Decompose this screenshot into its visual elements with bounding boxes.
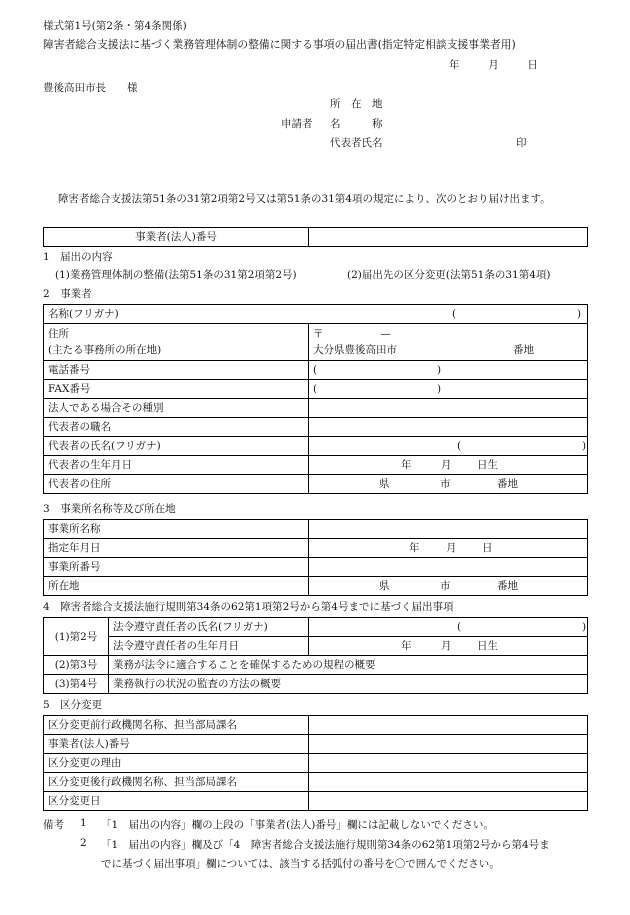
ken-label: 県	[379, 478, 390, 490]
before-agency-label: 区分変更前行政機関名称、担当部局課名	[44, 716, 309, 735]
table-row	[44, 456, 588, 475]
paren-open: (	[452, 308, 457, 320]
table-row	[44, 618, 588, 637]
address-label-line2: (主たる事務所の所在地)	[48, 344, 162, 356]
officer-birth-field[interactable]	[309, 637, 588, 656]
sec3-heading: 3 事業所名称等及び所在地	[43, 503, 176, 515]
sec1-option-1[interactable]: (1)業務管理体制の整備(法第51条の31第2項第2号)	[55, 269, 297, 281]
postal-mark: 〒	[313, 328, 324, 340]
city-prefix: 大分県豊後高田市	[313, 344, 397, 356]
table-row	[44, 558, 588, 577]
note-2-line2: でに基づく届出事項」欄については、該当する括弧付の番号を〇で囲んでください。	[101, 858, 500, 870]
compliance-table	[43, 617, 588, 694]
seal-mark: 印	[516, 137, 527, 149]
banchi-label: 番地	[497, 478, 518, 490]
table-row	[44, 475, 588, 494]
before-agency-field[interactable]	[309, 716, 588, 735]
officer-birth-label: 法令遵守責任者の生年月日	[109, 637, 309, 656]
business-address-label	[44, 324, 309, 361]
reason-label: 区分変更の理由	[44, 754, 309, 773]
reason-field[interactable]	[309, 754, 588, 773]
office-table	[43, 519, 588, 596]
change-corp-number-field[interactable]	[309, 735, 588, 754]
table-row	[44, 380, 588, 399]
business-name-label: 名称(フリガナ)	[48, 308, 119, 320]
rep-title-field[interactable]	[309, 418, 588, 437]
change-date-label: 区分変更日	[44, 792, 309, 811]
rep-title-label: 代表者の職名	[44, 418, 309, 437]
note-2-line1: 「1 届出の内容」欄及び「4 障害者総合支援法施行規則第34条の62第1項第2号から第4号ま	[101, 839, 550, 851]
birth-year: 年	[401, 640, 412, 652]
applicant-name-label: 名 称	[330, 118, 383, 130]
sec2-heading: 2 事業者	[43, 288, 92, 300]
rep-name-field[interactable]	[309, 437, 588, 456]
corp-number-field[interactable]	[309, 228, 588, 247]
business-name-row[interactable]	[44, 305, 588, 324]
rep-birth-label: 代表者の生年月日	[44, 456, 309, 475]
paren-close: )	[582, 621, 587, 633]
birth-day: 日生	[477, 459, 498, 471]
table-row	[44, 716, 588, 735]
banchi-label: 番地	[497, 580, 518, 592]
corp-number-label: 事業者(法人)番号	[44, 228, 309, 247]
notes-label: 備考	[43, 819, 64, 831]
address-label-line1: 住所	[48, 328, 69, 340]
rep-address-label: 代表者の住所	[44, 475, 309, 494]
note-1-number: 1	[80, 817, 87, 829]
note-2-number: 2	[80, 837, 87, 849]
shi-label: 市	[440, 580, 451, 592]
paren-open: (	[457, 440, 462, 452]
postal-dash: —	[380, 328, 391, 340]
birth-month: 月	[441, 640, 452, 652]
applicant-rep-label: 代表者氏名	[330, 137, 383, 149]
rep-address-field[interactable]	[309, 475, 588, 494]
table-row	[44, 520, 588, 539]
document-title: 障害者総合支援法に基づく業務管理体制の整備に関する事項の届出書(指定特定相談支援事業者用)	[43, 38, 516, 51]
no3-text: 業務が法令に適合することを確保するための規程の概要	[109, 656, 588, 675]
officer-name-label: 法令遵守責任者の氏名(フリガナ)	[109, 618, 309, 637]
tel-label: 電話番号	[44, 361, 309, 380]
date-day: 日	[527, 59, 538, 71]
table-row	[44, 735, 588, 754]
date-line	[449, 57, 538, 72]
table-row	[44, 399, 588, 418]
rep-name-label: 代表者の氏名(フリガナ)	[44, 437, 309, 456]
no4-label[interactable]: (3)第4号	[44, 675, 109, 694]
corp-type-label: 法人である場合その種別	[44, 399, 309, 418]
ken-label: 県	[379, 580, 390, 592]
table-row	[44, 305, 588, 324]
designated-date-label: 指定年月日	[44, 539, 309, 558]
paren-open: (	[313, 364, 318, 376]
fax-label: FAX番号	[44, 380, 309, 399]
paren-close: )	[577, 308, 582, 320]
designated-month: 月	[446, 542, 457, 554]
sec5-heading: 5 区分変更	[43, 699, 103, 711]
office-name-label: 事業所名称	[44, 520, 309, 539]
no3-label[interactable]: (2)第3号	[44, 656, 109, 675]
paren-close: )	[582, 440, 587, 452]
applicant-label: 申請者	[281, 118, 313, 130]
shi-label: 市	[440, 478, 451, 490]
intro-text: 障害者総合支援法第51条の31第2項第2号又は第51条の31第4項の規定により、次のとおり届け出ます。	[58, 193, 551, 205]
officer-name-field[interactable]	[309, 618, 588, 637]
table-row	[44, 792, 588, 811]
birth-year: 年	[401, 459, 412, 471]
table-row	[44, 539, 588, 558]
table-row	[44, 324, 588, 361]
rep-birth-field[interactable]	[309, 456, 588, 475]
applicant-address-label: 所 在 地	[330, 98, 383, 110]
table-row	[44, 437, 588, 456]
designated-year: 年	[409, 542, 420, 554]
banchi-label: 番地	[513, 344, 534, 356]
corp-number-table	[43, 227, 588, 247]
table-row	[44, 675, 588, 694]
table-row	[44, 637, 588, 656]
birth-month: 月	[441, 459, 452, 471]
table-row	[44, 773, 588, 792]
location-field[interactable]	[309, 577, 588, 596]
designated-day: 日	[482, 542, 493, 554]
location-label: 所在地	[44, 577, 309, 596]
table-row	[44, 418, 588, 437]
change-corp-number-label: 事業者(法人)番号	[44, 735, 309, 754]
business-address-field[interactable]	[309, 324, 588, 361]
sec1-heading: 1 届出の内容	[43, 251, 113, 263]
note-1: 「1 届出の内容」欄の上段の「事業者(法人)番号」欄には記載しないでください。	[101, 819, 494, 831]
table-row	[44, 754, 588, 773]
birth-day: 日生	[477, 640, 498, 652]
form-number: 様式第1号(第2条・第4条関係)	[43, 20, 187, 32]
business-table	[43, 304, 588, 494]
date-year: 年	[449, 59, 460, 71]
sec4-heading: 4 障害者総合支援法施行規則第34条の62第1項第2号から第4号までに基づく届出事項	[43, 601, 454, 613]
change-date-field[interactable]	[309, 792, 588, 811]
designated-date-field[interactable]	[309, 539, 588, 558]
category-change-table	[43, 715, 588, 811]
table-row	[44, 577, 588, 596]
paren-open: (	[457, 621, 462, 633]
fax-field[interactable]	[309, 380, 588, 399]
no2-label: (1)第2号	[44, 618, 109, 656]
tel-field[interactable]	[309, 361, 588, 380]
paren-close: )	[437, 364, 442, 376]
date-month: 月	[488, 59, 499, 71]
after-agency-label: 区分変更後行政機関名称、担当部局課名	[44, 773, 309, 792]
after-agency-field[interactable]	[309, 773, 588, 792]
office-name-field[interactable]	[309, 520, 588, 539]
table-row	[44, 656, 588, 675]
table-row	[44, 361, 588, 380]
office-number-label: 事業所番号	[44, 558, 309, 577]
addressee: 豊後高田市長 様	[43, 82, 138, 94]
corp-type-field[interactable]	[309, 399, 588, 418]
sec1-option-2[interactable]: (2)届出先の区分変更(法第51条の31第4項)	[347, 269, 551, 281]
office-number-field[interactable]	[309, 558, 588, 577]
no4-text: 業務執行の状況の監査の方法の概要	[109, 675, 588, 694]
paren-open: (	[313, 383, 318, 395]
paren-close: )	[437, 383, 442, 395]
